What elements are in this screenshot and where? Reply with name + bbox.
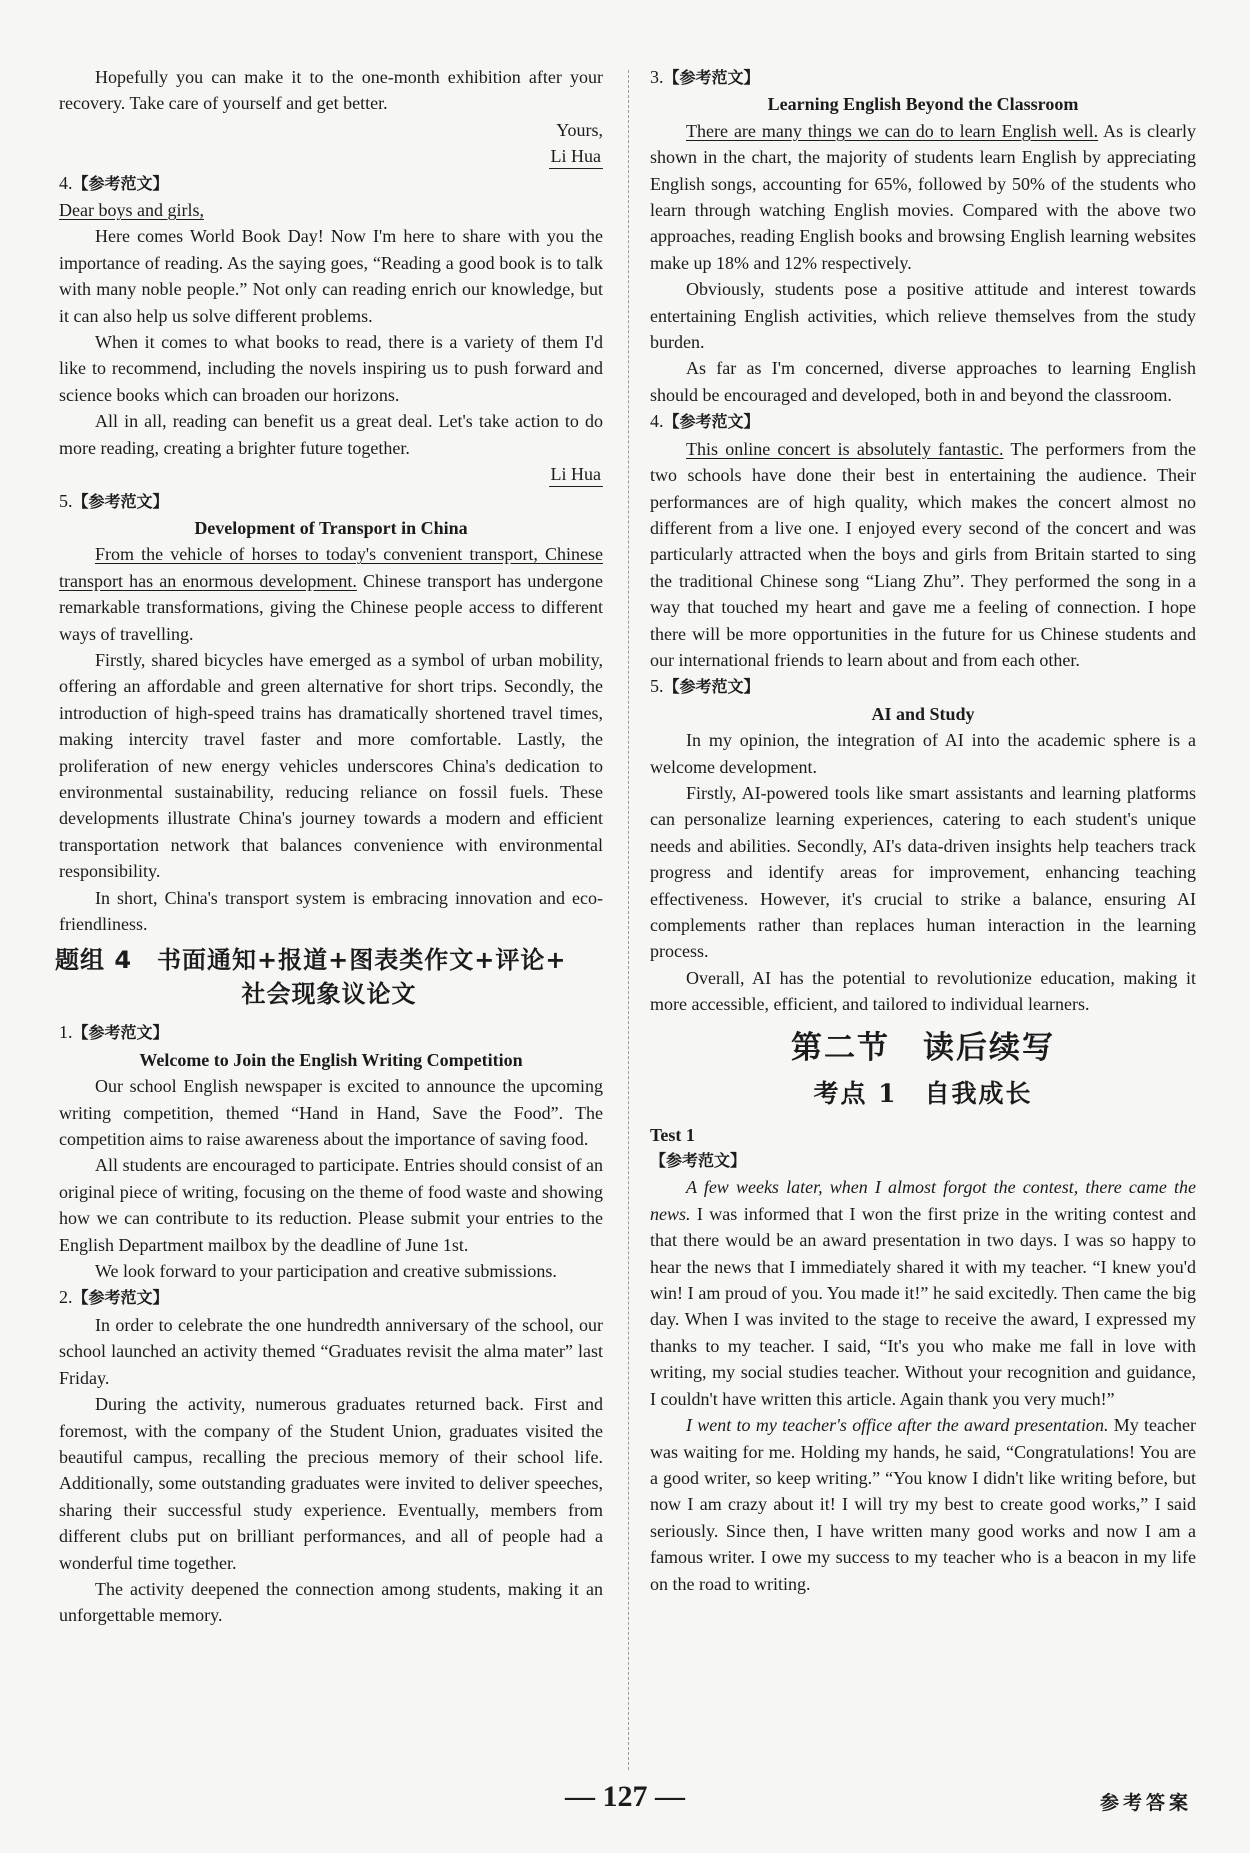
section-heading: 题组 4 书面通知+报道+图表类作文+评论+ 社会现象议论文: [55, 946, 567, 1009]
signature-name: Li Hua: [549, 462, 603, 487]
paragraph: We look forward to your participation and creative submissions.: [95, 1261, 557, 1282]
paragraph: Obviously, students pose a positive attitude and interest towards entertaining English activities, which relieve themselves from the study burden.: [650, 279, 1196, 353]
paragraph: When it comes to what books to read, there is a variety of them I'd like to recommend, including the novels inspiring us to push forward and science books which can broaden our horizons.: [59, 332, 603, 405]
paragraph: Overall, AI has the potential to revolutionize education, making it more accessible, efficient, and tailored to individual learners.: [650, 967, 1196, 1015]
closing-paragraph: Hopefully you can make it to the one-month exhibition after your recovery. Take care of yourself and get better.: [59, 67, 603, 114]
item-label-2: 2.【参考范文】: [59, 1287, 169, 1308]
paragraph: In my opinion, the integration of AI into the academic sphere is a welcome development.: [650, 730, 1196, 777]
paragraph: All in all, reading can benefit us a great deal. Let's take action to do more reading, creating a brighter future together.: [59, 411, 603, 458]
column-divider: [628, 70, 629, 1770]
section-title: 第二节 读后续写: [791, 1029, 1055, 1066]
item-label-5: 5.【参考范文】: [650, 676, 760, 697]
paragraph: As far as I'm concerned, diverse approaches to learning English should be encouraged and developed, both in and beyond the classroom.: [650, 358, 1196, 405]
paragraph: From the vehicle of horses to today's convenient transport, Chinese transport has an enormous development. Chinese transport has undergone remarkable transformations, giving the Chinese people access to different ways of travelling.: [59, 544, 603, 644]
reference-label: 【参考范文】: [650, 1151, 747, 1171]
paragraph: All students are encouraged to participate. Entries should consist of an original piece of writing, focusing on the theme of food waste and showing how we can contribute to its reduction. Please submit your entries to the English Department mailbox by the deadline of June 1st.: [59, 1155, 603, 1255]
test-label: Test 1: [650, 1124, 695, 1145]
section-label: 参考答案: [1099, 1792, 1192, 1814]
paragraph: There are many things we can do to learn English well. As is clearly shown in the chart, the majority of students learn English by appreciating English songs, accounting for 65%, followed by 50% of the students who learn through watching English movies. Compared with the above two approaches, reading English books and browsing English learning websites make up 18% and 12% respectively.: [650, 120, 1197, 273]
item-label-3: 3.【参考范文】: [650, 67, 760, 87]
item-label-1: 1.【参考范文】: [59, 1022, 169, 1043]
essay-title: Welcome to Join the English Writing Competition: [139, 1049, 523, 1070]
page-number: — 127 —: [565, 1780, 685, 1813]
item-label-4: 4.【参考范文】: [59, 172, 169, 193]
item-label-5: 5.【参考范文】: [59, 490, 169, 511]
signature-yours: Yours,: [556, 119, 603, 140]
right-column: [650, 64, 1196, 1597]
paragraph: Here comes World Book Day! Now I'm here to share with you the importance of reading. As the saying goes, “Reading a good book is to talk with many noble people.” Not only can reading enrich our knowledge, but it can also help us solve different problems.: [59, 226, 603, 326]
paragraph: In order to celebrate the one hundredth anniversary of the school, our school launched an activity themed “Graduates revisit the alma mater” last Friday.: [59, 1314, 603, 1388]
essay-title: AI and Study: [871, 703, 975, 724]
essay-title: Learning English Beyond the Classroom: [767, 94, 1079, 115]
paragraph: Our school English newspaper is excited to announce the upcoming writing competition, themed “Hand in Hand, Save the Food”. The competition aims to raise awareness about the importance of saving food.: [59, 1076, 603, 1150]
paragraph: A few weeks later, when I almost forgot the contest, there came the news. I was informed that I won the first prize in the writing contest and that there would be an award presentation in two days. I was so happy to hear the news that I immediately shared it with my teacher. “I knew you'd win! I am proud of you. You made it!” he said excitedly. Then came the big day. When I was invited to the stage to receive the award, I expressed my thanks to my teacher. I said, “It's you who make me fall in love with writing, my social studies teacher. Without your recognition and guidance, I couldn't have written this article. Again thank you very much!”: [650, 1177, 1196, 1409]
paragraph: This online concert is absolutely fantastic. The performers from the two schools have done their best in entertaining the audience. Their performances are of high quality, which makes the concert almost no different from a live one. I enjoyed every second of the concert and was particularly attracted when the boys and girls from Britain started to sing the traditional Chinese song “Liang Zhu”. They performed the song in a way that touched my heart and gave me a feeling of connection. I hope there will be more opportunities in the future for us Chinese students and our international friends to learn about and from each other.: [650, 438, 1196, 670]
signature-name: Li Hua: [549, 144, 603, 169]
item-label-4: 4.【参考范文】: [650, 411, 760, 432]
paragraph: Firstly, AI-powered tools like smart assistants and learning platforms can personalize learning experiences, catering to each student's unique needs and abilities. Secondly, AI's data-driven insights help teachers track progress and identify areas for improvement, enhancing teaching effectiveness. However, it's crucial to strike a balance, ensuring AI complements rather than replaces human interaction in the learning process.: [650, 782, 1196, 962]
paragraph: In short, China's transport system is embracing innovation and eco-friendliness.: [59, 887, 603, 934]
paragraph: During the activity, numerous graduates returned back. First and foremost, with the company of the Student Union, graduates visited the beautiful campus, recalling the precious memory of their school life. Additionally, some outstanding graduates were invited to deliver speeches, sharing their successful study experience. Eventually, members from different clubs put on brilliant performances, and all of people had a wonderful time together.: [59, 1394, 603, 1573]
salutation: Dear boys and girls,: [59, 200, 204, 221]
left-column: [55, 64, 603, 1629]
essay-title: Development of Transport in China: [194, 517, 468, 538]
subsection-title: 考点 1 自我成长: [813, 1078, 1033, 1108]
paragraph: The activity deepened the connection among students, making it an unforgettable memory.: [59, 1578, 603, 1626]
paragraph: I went to my teacher's office after the award presentation. My teacher was waiting for me. Holding my hands, he said, “Congratulations! You are a good writer, so keep writing.” “You know I didn't like writing before, but now I am crazy about it! I will try my best to create good works,” I said seriously. Since then, I have written many good works and now I am a famous writer. I owe my success to my teacher who is a beacon in my life on the road to writing.: [650, 1415, 1196, 1594]
paragraph: Firstly, shared bicycles have emerged as a symbol of urban mobility, offering an affordable and green alternative for short trips. Secondly, the introduction of high-speed trains has dramatically shortened travel times, making intercity travel faster and more comfortable. Lastly, the proliferation of new energy vehicles underscores China's dedication to environmental sustainability, reducing reliance on fossil fuels. These developments illustrate China's journey towards a modern and efficient transportation network that balances convenience with environmental responsibility.: [59, 649, 603, 882]
